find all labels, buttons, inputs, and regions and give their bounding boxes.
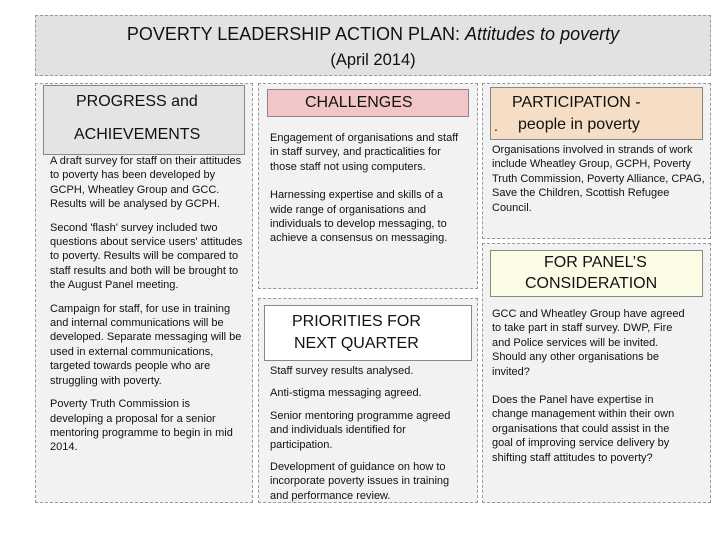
challenges-paragraph: Harnessing expertise and skills of a wide range of organisations and individuals to develop messaging, to achieve a consensus on messaging. xyxy=(270,189,448,245)
title-italic: Attitudes to poverty xyxy=(465,24,620,44)
title-date: (April 2014) xyxy=(330,51,416,69)
progress-heading-line2: ACHIEVEMENTS xyxy=(74,126,201,143)
progress-paragraph: Poverty Truth Commission is developing a proposal for a senior mentoring programme to begin in mid 2014. xyxy=(50,398,233,454)
priorities-paragraph: Anti-stigma messaging agreed. xyxy=(270,387,422,400)
progress-heading-line1: PROGRESS and xyxy=(76,93,198,110)
participation-body: Organisations involved in strands of work include Wheatley Group, GCPH, Poverty Truth Commission, Poverty Alliance, CPAG, Save the Children, Scottish Refugee Council. xyxy=(492,144,705,214)
challenges-body xyxy=(270,131,465,255)
progress-paragraph: Campaign for staff, for use in training and internal communications will be developed. Separate messaging will be used in external communications, targeted towards people who are struggling with poverty. xyxy=(50,302,242,387)
title-banner xyxy=(35,15,711,76)
priorities-heading-line2: NEXT QUARTER xyxy=(294,335,419,352)
participation-heading-line1: PARTICIPATION - xyxy=(512,94,641,111)
participation-bullet: . xyxy=(494,118,498,134)
consideration-body xyxy=(492,307,688,474)
challenges-heading: CHALLENGES xyxy=(305,94,413,111)
consideration-paragraph: GCC and Wheatley Group have agreed to take part in staff survey. DWP, Fire and Police services will be invited. Should any other organisations be invited? xyxy=(492,308,685,378)
consideration-heading-line1: FOR PANEL’S xyxy=(544,254,647,271)
progress-paragraph: A draft survey for staff on their attitudes to poverty has been developed by GCPH, Wheatley Group and GCC. Results will be analysed by GCPH. xyxy=(50,155,242,211)
progress-paragraph: Second 'flash' survey included two questions about service users' attitudes to poverty. Results will be compared to staff results and both will be brought to the August Panel meeting. xyxy=(50,221,243,292)
consideration-paragraph: Does the Panel have expertise in change management within their own organisations that could assist in the goal of improving service delivery by shifting staff attitudes to poverty? xyxy=(492,394,675,464)
progress-body xyxy=(50,154,245,464)
priorities-body xyxy=(270,364,470,512)
title-prefix: POVERTY LEADERSHIP ACTION PLAN: xyxy=(126,24,466,44)
priorities-paragraph: Staff survey results analysed. xyxy=(270,365,414,377)
participation-heading-line2: people in poverty xyxy=(518,116,640,133)
priorities-heading-line1: PRIORITIES FOR xyxy=(292,313,421,330)
priorities-paragraph: Senior mentoring programme agreed and individuals identified for participation. xyxy=(270,409,451,451)
consideration-heading-line2: CONSIDERATION xyxy=(525,275,658,292)
priorities-paragraph: Development of guidance on how to incorporate poverty issues in training and performance review. xyxy=(270,461,450,502)
challenges-paragraph: Engagement of organisations and staff in staff survey, and practicalities for those staff not using computers. xyxy=(270,132,459,173)
page-title xyxy=(36,24,710,45)
